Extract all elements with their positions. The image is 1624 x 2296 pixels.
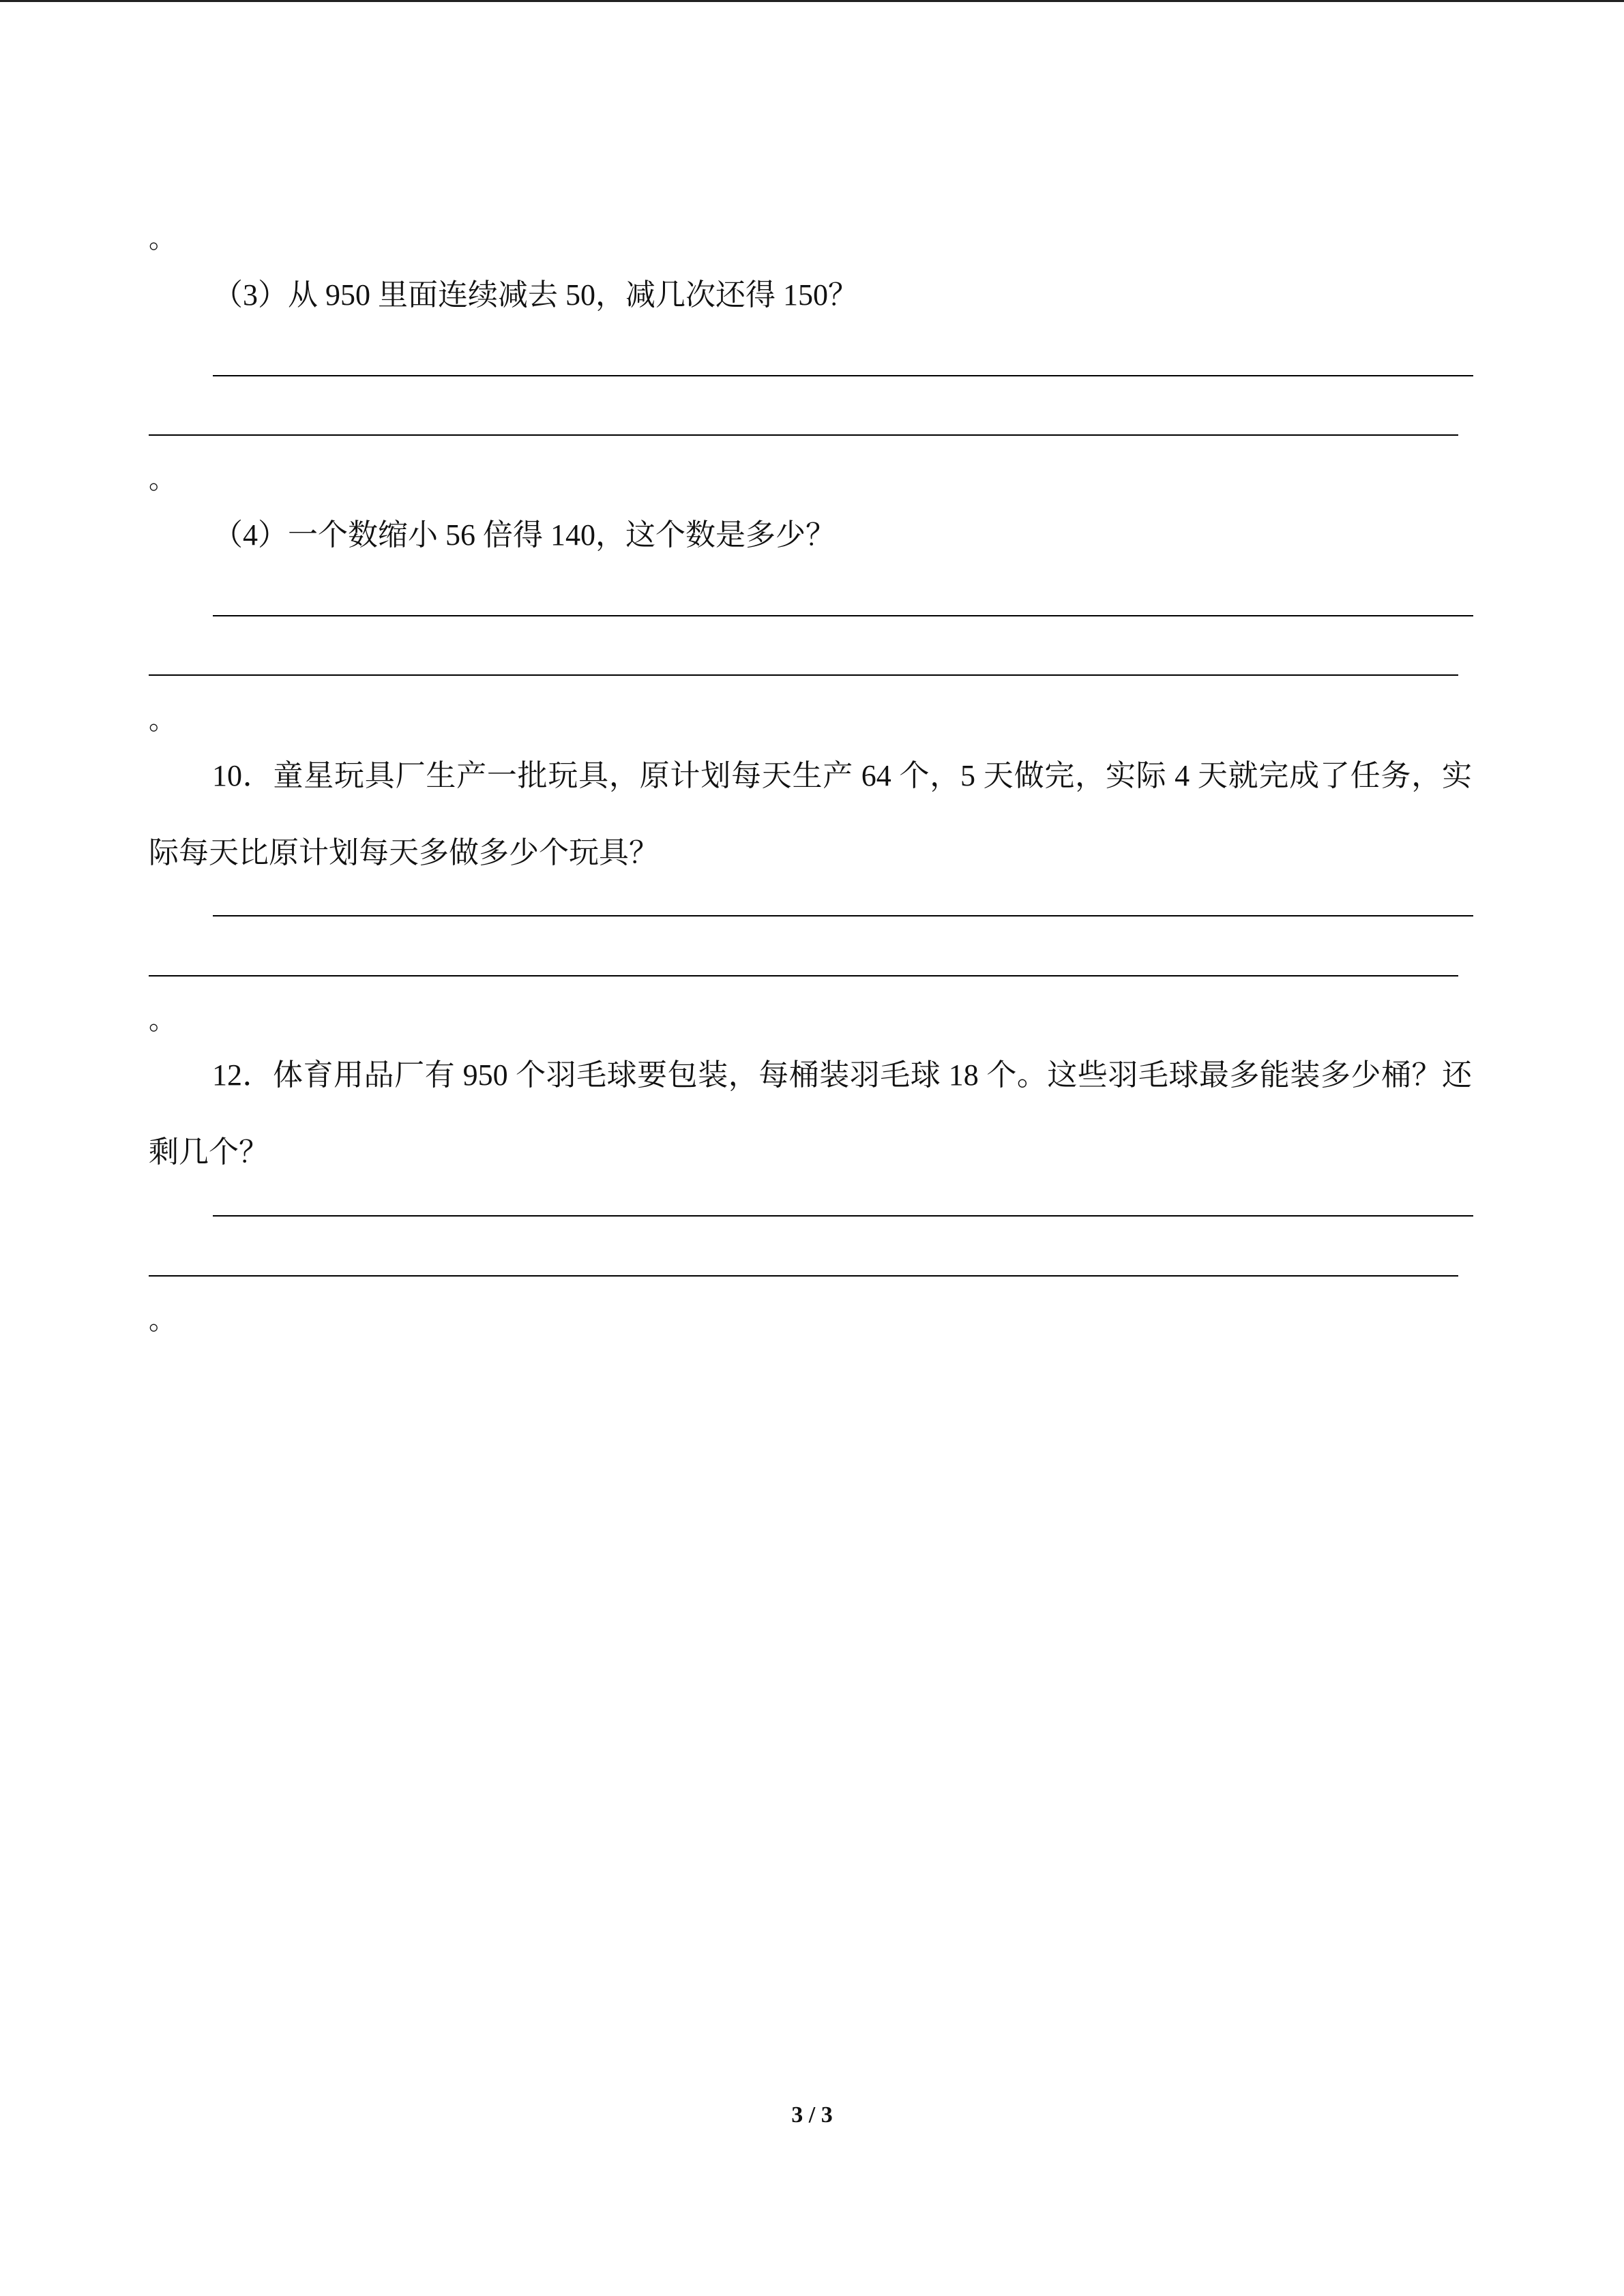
trailing-period: 。	[149, 223, 176, 254]
answer-line	[149, 1275, 1458, 1277]
answer-period: 。	[149, 1004, 176, 1035]
question-10: 10．童星玩具厂生产一批玩具，原计划每天生产 64 个，5 天做完，实际 4 天就完成了任务，实际每天比原计划每天多做多少个玩具？	[149, 759, 1472, 869]
question-9-3: （3）从 950 里面连续减去 50，减几次还得 150？	[213, 278, 858, 312]
page-top-border	[0, 0, 1624, 2]
answer-line	[213, 915, 1473, 916]
answer-period: 。	[149, 704, 176, 735]
answer-line	[213, 375, 1473, 376]
page-number: 3 / 3	[791, 2102, 833, 2128]
answer-period: 。	[149, 464, 176, 494]
answer-line	[213, 1215, 1473, 1217]
question-12: 12．体育用品厂有 950 个羽毛球要包装，每桶装羽毛球 18 个。这些羽毛球最多能装多少桶？还剩几个？	[149, 1058, 1472, 1169]
answer-line	[213, 615, 1473, 616]
answer-line	[149, 674, 1458, 676]
answer-line	[149, 975, 1458, 976]
answer-line	[149, 434, 1458, 436]
answer-period: 。	[149, 1304, 176, 1335]
question-9-4: （4）一个数缩小 56 倍得 140，这个数是多少？	[213, 518, 836, 552]
